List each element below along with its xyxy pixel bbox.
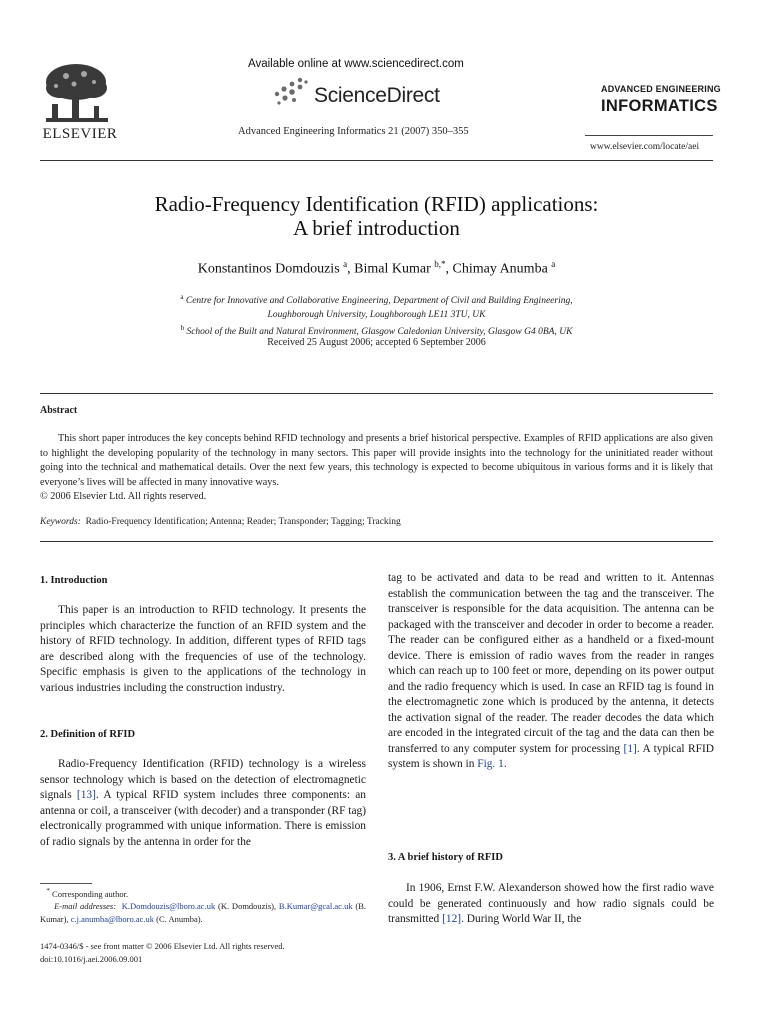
email-link[interactable]: c.j.anumba@lboro.ac.uk [70, 913, 155, 924]
issn-line: 1474-0346/$ - see front matter © 2006 Elsevier Ltd. All rights reserved. [40, 941, 285, 951]
paragraph-text: In 1906, Ernst F.W. Alexanderson showed how the first radio wave could be generated continuously and how radio signals could be transmitted [388, 882, 714, 925]
footnote-rule [40, 883, 92, 884]
journal-logo-rule [585, 135, 713, 136]
footnote [40, 885, 366, 925]
email-link[interactable]: B.Kumar@gcal.ac.uk [278, 901, 353, 912]
abstract-top-divider [40, 393, 713, 394]
journal-url-link[interactable]: www.elsevier.com/locate/aei [590, 142, 700, 152]
email-addresses [40, 900, 366, 925]
keywords [40, 517, 401, 527]
email-owner: (K. Domdouzis), [215, 901, 277, 912]
history-body [388, 881, 714, 928]
paragraph-text: . A typical RFID system includes three components: an antenna or coil, a transceiver (with decoder) and a transponder (RF tag) electronically programmed with unique information. There is emission of radio signals by the antenna in order for the [40, 789, 366, 848]
abstract-bottom-divider [40, 541, 713, 542]
journal-citation: Advanced Engineering Informatics 21 (2007) 350–355 [238, 126, 469, 137]
author-affiliation-mark: a [551, 259, 556, 269]
reference-link[interactable]: [1] [623, 742, 637, 755]
paragraph [40, 757, 366, 850]
email-label: E-mail addresses: [54, 901, 117, 912]
doi-line[interactable]: doi:10.1016/j.aei.2006.09.001 [40, 953, 143, 964]
abstract-paragraph: This short paper introduces the key concepts behind RFID technology and presents a brief historical perspective. Examples of RFID applications are also given to highlight the developing popularity of the technology in many sectors. This paper will provide insights into the technology for the uninitiated reader without going into the technical and mathematical details. Over the next few years, this technology is expected to become ubiquitous in various forms and it is likely that everyone’s lives will be affected in many innovative ways. [40, 433, 713, 488]
reference-link[interactable]: [13] [76, 789, 96, 801]
received-dates: Received 25 August 2006; accepted 6 September 2006 [267, 337, 486, 348]
paragraph-text: . [503, 758, 507, 770]
abstract-heading: Abstract [40, 405, 78, 416]
footnote-mark: * [46, 887, 50, 895]
email-owner: (C. Anumba). [154, 913, 203, 924]
email-owner: (B. Kumar), [40, 901, 367, 924]
publisher-name: ELSEVIER [42, 126, 118, 142]
journal-logo-top: ADVANCED ENGINEERING [601, 84, 721, 94]
keywords-list: Radio-Frequency Identification; Antenna; Reader; Transponder; Tagging; Tracking [85, 517, 401, 527]
elsevier-tree-logo [38, 60, 116, 130]
paragraph [388, 571, 714, 773]
front-matter [40, 940, 285, 965]
section-heading-definition: 2. Definition of RFID [40, 729, 136, 740]
author-list: Konstantinos Domdouzis $^a$, Bimal Kumar $^{b,*}$, Chimay Anumba $^a$ [197, 259, 556, 277]
sciencedirect-dots-icon [270, 76, 310, 106]
article-title [40, 192, 713, 240]
affiliation-text: Centre for Innovative and Collaborative Engineering, Department of Civil and Building Engineering, [185, 296, 573, 307]
affiliations [40, 291, 713, 340]
author-affiliation-mark: b,* [434, 259, 446, 269]
paragraph [388, 881, 714, 928]
corresponding-author-note [40, 885, 366, 900]
author-affiliation-mark: a [343, 259, 348, 269]
author-name[interactable]: Konstantinos Domdouzis [197, 261, 340, 277]
author-name[interactable]: Bimal Kumar [354, 261, 431, 277]
section-heading-history: 3. A brief history of RFID [388, 852, 503, 863]
affiliation-mark: a [180, 293, 184, 301]
paragraph-text: . A typical RFID system is shown in [388, 742, 714, 770]
keywords-label: Keywords: [40, 517, 81, 527]
figure-link[interactable]: Fig. 1 [477, 758, 504, 770]
footnote-text: Corresponding author. [52, 888, 129, 899]
title-line-1: Radio-Frequency Identification (RFID) applications: [154, 192, 599, 216]
journal-logo-bottom: INFORMATICS [601, 97, 718, 115]
email-link[interactable]: K.Domdouzis@lboro.ac.uk [121, 901, 216, 912]
section-heading-introduction: 1. Introduction [40, 575, 108, 586]
affiliation-a-line2: Loughborough University, Loughborough LE11 3TU, UK [267, 309, 486, 320]
paragraph-text: tag to be activated and data to be read and written to it. Antennas establish the communication between the tag and the transceiver. The transceiver is responsible for the data acquisition. The antenna can be packaged with the transceiver and decoder in order to become a reader. The reader can be configured either as a handheld or a fixed-mount device. There is emission of radio waves from the reader in ranges which can reach up to 100 feet or more, depending on its power output and the radio frequency which is used. In case an RFID tag is found in the electromagnetic zone which is produced by the antenna, it detects the activation signal of the reader. The reader decodes the data which are encoded in the integrated circuit of the tag and the data can then be transferred to any computer system for processing [388, 572, 714, 755]
author-name[interactable]: Chimay Anumba [452, 261, 548, 277]
title-line-2: A brief introduction [293, 216, 460, 240]
abstract-body [40, 432, 713, 505]
sciencedirect-availability[interactable]: Available online at www.sciencedirect.com [248, 58, 464, 70]
paragraph: This paper is an introduction to RFID technology. It presents the principles which characterize the function of an RFID system and the history of RFID technology. In addition, different types of RFID tags are described along with the frequencies of use of the technology. Specific emphasis is given to the applications of the technology in various industries including the construction industry. [40, 604, 366, 694]
header-divider [40, 160, 713, 161]
definition-body [40, 757, 366, 850]
sciencedirect-wordmark: ScienceDirect [314, 84, 440, 107]
reference-link[interactable]: [12] [442, 913, 462, 925]
introduction-body [40, 603, 366, 696]
definition-body-continued [388, 571, 714, 773]
affiliation-a [40, 291, 713, 309]
affiliation-mark: b [180, 324, 185, 333]
abstract-copyright: © 2006 Elsevier Ltd. All rights reserved. [40, 491, 207, 502]
affiliation-text: School of the Built and Natural Environment, Glasgow Caledonian University, Glasgow G4 0BA, UK [186, 327, 573, 338]
paragraph-text: Radio-Frequency Identification (RFID) technology is a wireless sensor technology which is based on the detection of electromagnetic signals [40, 758, 366, 801]
paragraph-text: . During World War II, the [461, 913, 582, 925]
